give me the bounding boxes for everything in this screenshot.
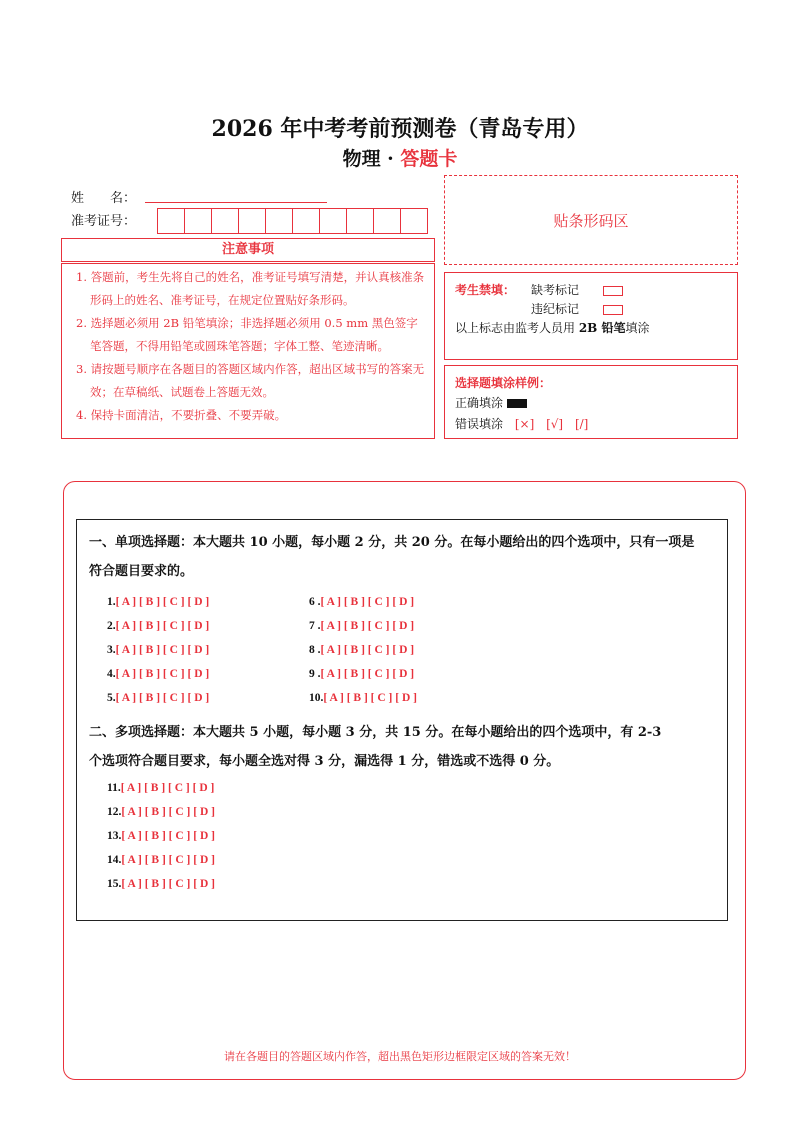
question-7[interactable]: 7 .[ A ] [ B ] [ C ] [ D ] xyxy=(309,620,415,632)
question-3[interactable]: 3.[ A ] [ B ] [ C ] [ D ] xyxy=(107,644,210,656)
exam-marks-title: 考生禁填： xyxy=(455,283,516,297)
correct-label: 正确填涂 xyxy=(455,396,504,410)
id-box[interactable] xyxy=(212,209,239,233)
note-suffix: 填涂 xyxy=(625,321,650,335)
question-14[interactable]: 14.[ A ] [ B ] [ C ] [ D ] xyxy=(107,854,215,866)
id-box[interactable] xyxy=(185,209,212,233)
fill-example-title: 选择题填涂样例： xyxy=(455,376,552,390)
exam-id-boxes[interactable] xyxy=(157,208,428,234)
section2-heading xyxy=(89,718,721,776)
id-box[interactable] xyxy=(401,209,427,233)
absent-mark-row xyxy=(531,281,623,298)
id-box[interactable] xyxy=(320,209,347,233)
notice-title: 注意事项 xyxy=(61,238,435,262)
footer-warning: 请在各题目的答题区域内作答，超出黑色矩形边框限定区域的答案无效！ xyxy=(224,1050,576,1063)
wrong-fill-row xyxy=(455,415,588,432)
id-box[interactable] xyxy=(266,209,293,233)
section2-heading-line1: 二、多项选择题：本大题共 5 小题，每小题 3 分，共 15 分。在每小题给出的四个选项中，有 2-3 xyxy=(89,725,662,740)
choice-answer-area xyxy=(76,519,728,921)
violation-mark-box[interactable] xyxy=(603,305,623,315)
question-8[interactable]: 8 .[ A ] [ B ] [ C ] [ D ] xyxy=(309,644,415,656)
subtitle-subject: 物理 · xyxy=(342,148,401,170)
question-12[interactable]: 12.[ A ] [ B ] [ C ] [ D ] xyxy=(107,806,215,818)
section1-heading xyxy=(89,528,721,586)
name-label: 姓 名： xyxy=(71,191,137,206)
question-5[interactable]: 5.[ A ] [ B ] [ C ] [ D ] xyxy=(107,692,210,704)
violation-mark-row xyxy=(531,300,623,317)
note-prefix: 以上标志由监考人员用 xyxy=(455,321,579,335)
question-9[interactable]: 9 .[ A ] [ B ] [ C ] [ D ] xyxy=(309,668,415,680)
wrong-mark-slash: [/] xyxy=(574,417,589,431)
id-box[interactable] xyxy=(293,209,320,233)
question-13[interactable]: 13.[ A ] [ B ] [ C ] [ D ] xyxy=(107,830,215,842)
absent-mark-box[interactable] xyxy=(603,286,623,296)
id-box[interactable] xyxy=(239,209,266,233)
fill-example-box xyxy=(444,365,738,439)
note-bold: 2B 铅笔 xyxy=(578,321,626,335)
notice-item: 2. 选择题必须用 2B 铅笔填涂；非选择题必须用 0.5 mm 黑色签字笔答题，不得用铅笔或圆珠笔答题；字体工整、笔迹清晰。 xyxy=(76,316,418,353)
name-field[interactable] xyxy=(145,202,327,203)
wrong-label: 错误填涂 xyxy=(455,417,504,431)
violation-label: 违纪标记 xyxy=(531,302,580,316)
exam-marks-note xyxy=(455,319,650,336)
barcode-label: 贴条形码区 xyxy=(553,211,629,230)
section1-heading-line1: 一、单项选择题：本大题共 10 小题，每小题 2 分，共 20 分。在每小题给出的四个选项中，只有一项是 xyxy=(89,535,695,550)
id-box[interactable] xyxy=(347,209,374,233)
filled-box-icon xyxy=(507,399,527,408)
id-box[interactable] xyxy=(158,209,185,233)
question-15[interactable]: 15.[ A ] [ B ] [ C ] [ D ] xyxy=(107,878,215,890)
question-10[interactable]: 10.[ A ] [ B ] [ C ] [ D ] xyxy=(309,692,417,704)
barcode-area xyxy=(444,175,738,265)
page-subtitle xyxy=(0,144,800,171)
notice-box xyxy=(61,263,435,439)
question-4[interactable]: 4.[ A ] [ B ] [ C ] [ D ] xyxy=(107,668,210,680)
notice-item: 1. 答题前，考生先将自己的姓名，准考证号填写清楚，并认真核准条形码上的姓名、准考证号，在规定位置贴好条形码。 xyxy=(76,270,425,307)
question-11[interactable]: 11.[ A ] [ B ] [ C ] [ D ] xyxy=(107,782,215,794)
correct-fill-row xyxy=(455,394,527,411)
wrong-mark-check: [√] xyxy=(546,417,564,431)
absent-label: 缺考标记 xyxy=(531,283,580,297)
subtitle-answer-sheet: 答题卡 xyxy=(400,148,458,170)
page-title: 2026 年中考考前预测卷（青岛专用） xyxy=(211,116,589,142)
section1-heading-line2: 符合题目要求的。 xyxy=(89,564,194,579)
id-box[interactable] xyxy=(374,209,401,233)
wrong-mark-cross: [×] xyxy=(514,417,535,431)
question-2[interactable]: 2.[ A ] [ B ] [ C ] [ D ] xyxy=(107,620,210,632)
section2-heading-line2: 个选项符合题目要求，每小题全选对得 3 分，漏选得 1 分，错选或不选得 0 分。 xyxy=(89,754,560,769)
question-6[interactable]: 6 .[ A ] [ B ] [ C ] [ D ] xyxy=(309,596,415,608)
exam-marks-box xyxy=(444,272,738,360)
notice-item: 3. 请按题号顺序在各题目的答题区域内作答，超出区域书写的答案无效；在草稿纸、试题卷上答题无效。 xyxy=(76,362,425,399)
id-label: 准考证号： xyxy=(71,214,137,229)
question-1[interactable]: 1.[ A ] [ B ] [ C ] [ D ] xyxy=(107,596,210,608)
notice-item: 4. 保持卡面清洁，不要折叠、不要弄破。 xyxy=(76,408,287,422)
